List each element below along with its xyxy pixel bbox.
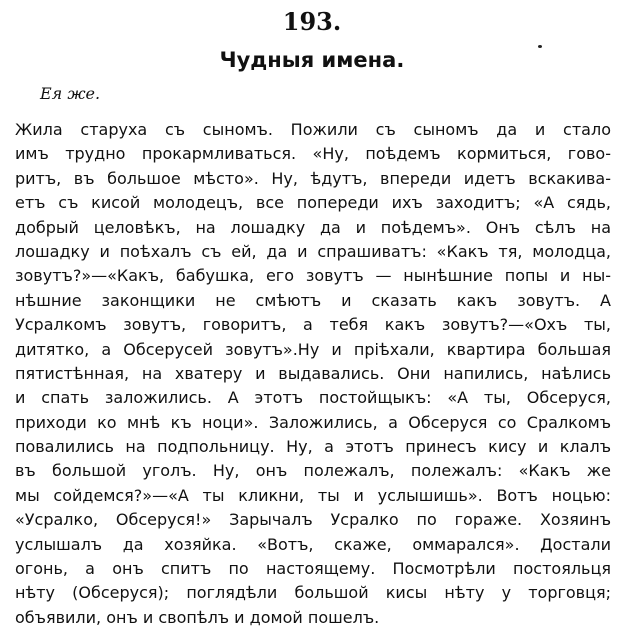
text-line: въ большой уголъ. Ну, онъ полежалъ, полежалъ: «Какъ же: [15, 461, 611, 481]
text-line: и спать заложились. А этотъ постойщыкъ: «А ты, Обсеруся,: [15, 388, 611, 408]
text-line: етъ съ кисой молодецъ, все попереди ихъ заходитъ; «А сядь,: [15, 193, 611, 213]
text-line: повалились на подпольницу. Ну, а этотъ принесъ кису и клалъ: [15, 437, 611, 457]
text-line: приходи ко мнѣ къ ноци». Заложились, а Обсеруся со Сралкомъ: [15, 412, 611, 432]
text-line: добрый целовѣкъ, на лошадку да и поѣдемъ». Онъ сѣлъ на: [15, 217, 611, 237]
text-line: имъ трудно прокармливаться. «Ну, поѣдемъ кормиться, гово-: [15, 144, 611, 164]
text-line: «Усралко, Обсеруся!» Зарычалъ Усралко по горажe. Хозяинъ: [15, 510, 611, 530]
text-line: нѣту (Обсеруся); поглядѣли большой кисы нѣту у торговця;: [15, 583, 611, 603]
text-line: ритъ, въ большое мѣсто». Ну, ѣдутъ, впереди идетъ вскакива-: [15, 168, 611, 188]
story-title: Чудныя имена.: [219, 48, 405, 72]
story-text: [15, 118, 611, 630]
text-line: пятистѣнная, на хватеру и выдавались. Они напились, наѣлись: [15, 363, 611, 383]
text-line: объявили, онъ и свопѣлъ и домой пошелъ.: [15, 607, 380, 627]
text-line: Жила старуха съ сыномъ. Пожили съ сыномъ да и стало: [15, 120, 611, 139]
text-line: нѣшние законщики не смѣютъ и сказать какъ зовутъ. А: [15, 290, 611, 310]
text-line: лошадку и поѣхалъ съ ей, да и спрашиватъ: «Какъ тя, молодца,: [15, 241, 611, 261]
text-line: дитятко, а Обсерусей зовутъ».Ну и прiѣхали, квартира большая: [15, 339, 611, 359]
text-line: зовутъ?»—«Какъ, бабушка, его зовутъ — нынѣшние попы и ны-: [15, 266, 611, 286]
text-line: огонь, а онъ спитъ по настоящему. Посмотрѣли постояльця: [15, 559, 611, 579]
text-line: мы сойдемся?»—«А ты кликни, ты и услышишь». Вотъ ноцью:: [15, 485, 611, 505]
text-line: Усралкомъ зовутъ, говоритъ, а тебя какъ зовутъ?—«Охъ ты,: [15, 315, 611, 335]
text-line: услышалъ да хозяйка. «Вотъ, скаже, оммарался». Достали: [15, 534, 611, 554]
story-number: 193.: [282, 7, 342, 36]
print-speck: [538, 45, 542, 48]
narrator-note: Ея же.: [40, 84, 101, 103]
